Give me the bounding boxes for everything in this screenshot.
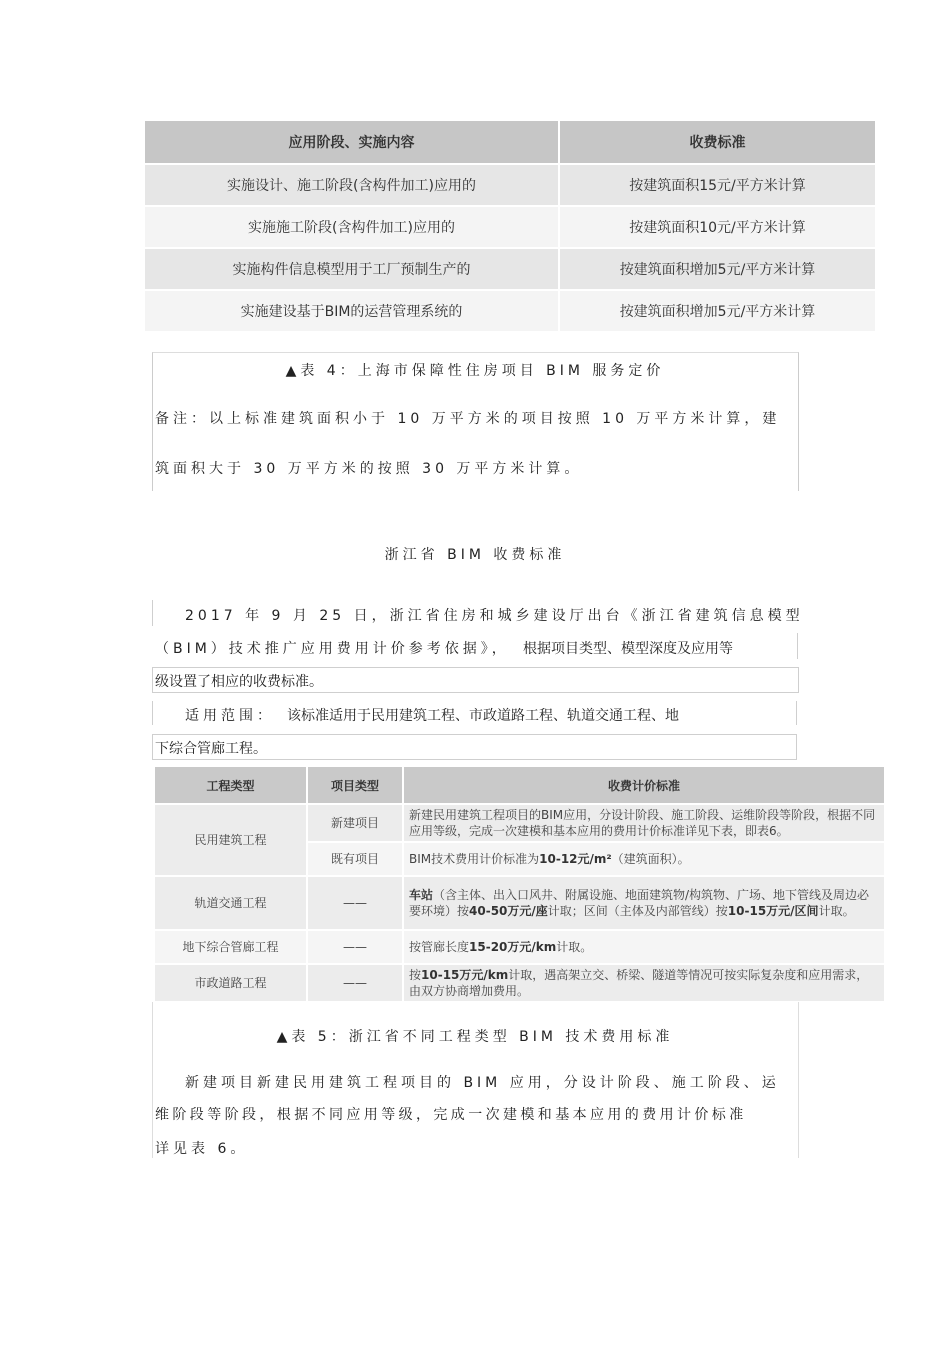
- zhejiang-cost-table: [153, 765, 886, 1003]
- table-cell: ——: [307, 964, 403, 1002]
- cell-bold-text: 40-50万元/座: [469, 904, 548, 918]
- table-cell: 按建筑面积10元/平方米计算: [559, 206, 876, 248]
- table-cell: [403, 930, 885, 964]
- table-header-row: [154, 766, 885, 804]
- scope-text: 该标准适用于民用建筑工程、市政道路工程、轨道交通工程、地: [287, 708, 679, 724]
- column-header: 应用阶段、实施内容: [144, 120, 559, 164]
- column-header: 收费标准: [559, 120, 876, 164]
- table-cell: [403, 964, 885, 1002]
- intro-line-3: 级设置了相应的收费标准。: [155, 674, 323, 690]
- table-cell: 按建筑面积增加5元/平方米计算: [559, 248, 876, 290]
- note-line-2: 筑面积大于 30 万平方米的按照 30 万平方米计算。: [155, 461, 583, 477]
- column-header: 工程类型: [154, 766, 307, 804]
- cell-text: 按: [409, 968, 422, 982]
- closing-line-1: 新建项目新建民用建筑工程项目的 BIM 应用，分设计阶段、施工阶段、运: [185, 1075, 780, 1091]
- cell-text: （建筑面积）。: [611, 852, 690, 866]
- table-cell: 地下综合管廊工程: [154, 930, 307, 964]
- table-cell: 民用建筑工程: [154, 804, 307, 876]
- column-header: 项目类型: [307, 766, 403, 804]
- table5-caption: ▲表 5：浙江省不同工程类型 BIM 技术费用标准: [276, 1029, 674, 1045]
- cell-bold-text: 10-15万元/区间: [727, 904, 819, 918]
- table-cell: [403, 842, 885, 876]
- table-cell: 新建民用建筑工程项目的BIM应用，分设计阶段、施工阶段、运维阶段等阶段，根据不同应用等级，完成一次建模和基本应用的费用计价标准详见下表，即表6。: [403, 804, 885, 842]
- table-cell: 按建筑面积增加5元/平方米计算: [559, 290, 876, 332]
- table-cell: ——: [307, 930, 403, 964]
- cell-text: 计取。: [556, 940, 593, 954]
- table-cell: 实施施工阶段(含构件加工)应用的: [144, 206, 559, 248]
- table-cell: 既有项目: [307, 842, 403, 876]
- table4-caption: ▲表 4：上海市保障性住房项目 BIM 服务定价: [285, 363, 665, 379]
- cell-bold-text: 10-12元/m²: [539, 852, 612, 866]
- table-row: [144, 290, 876, 332]
- cell-text: BIM技术费用计价标准为: [409, 852, 540, 866]
- table-cell: 按建筑面积15元/平方米计算: [559, 164, 876, 206]
- closing-line-2: 维阶段等阶段，根据不同应用等级，完成一次建模和基本应用的费用计价标准: [155, 1107, 747, 1123]
- shanghai-pricing-table: [143, 119, 877, 333]
- cell-text: 计取，遇高架立交、桥梁、隧道等情况可按实际复杂度和应用需求，由双方协商增加费用。: [409, 968, 869, 998]
- intro-line-2a: （BIM）技术推广应用费用计价参考依据》，: [155, 641, 510, 657]
- cell-bold-text: 10-15万元/km: [421, 968, 509, 982]
- cell-text: （含主体、出入口风井、附属设施、地面建筑物/构筑物、广场、地下管线及周边必要环境）按: [409, 888, 870, 918]
- table-row: [154, 930, 885, 964]
- table-cell: 轨道交通工程: [154, 876, 307, 930]
- table-row: [144, 248, 876, 290]
- table-cell: [403, 876, 885, 930]
- cell-bold-text: 车站: [409, 888, 434, 902]
- table-cell: ——: [307, 876, 403, 930]
- intro-line-1: 2017 年 9 月 25 日，浙江省住房和城乡建设厅出台《浙江省建筑信息模型: [185, 608, 804, 624]
- column-header: 收费计价标准: [403, 766, 885, 804]
- table-row: [144, 164, 876, 206]
- section-title: 浙江省 BIM 收费标准: [384, 547, 566, 563]
- table-cell: 市政道路工程: [154, 964, 307, 1002]
- table-cell: 实施构件信息模型用于工厂预制生产的: [144, 248, 559, 290]
- table-row: [154, 804, 885, 842]
- table-header-row: [144, 120, 876, 164]
- table-row: [144, 206, 876, 248]
- table-cell: 新建项目: [307, 804, 403, 842]
- scope-label: 适用范围：: [185, 708, 275, 724]
- cell-text: 计取。: [818, 904, 855, 918]
- note-line-1: 备注：以上标准建筑面积小于 10 万平方米的项目按照 10 万平方米计算，建: [155, 411, 781, 427]
- closing-line-3: 详见表 6。: [155, 1141, 249, 1157]
- cell-text: 按管廊长度: [409, 940, 470, 954]
- table-cell: 实施设计、施工阶段(含构件加工)应用的: [144, 164, 559, 206]
- table-row: [154, 964, 885, 1002]
- intro-line-2b: 根据项目类型、模型深度及应用等: [523, 641, 733, 657]
- table-cell: 实施建设基于BIM的运营管理系统的: [144, 290, 559, 332]
- cell-bold-text: 15-20万元/km: [469, 940, 557, 954]
- table-row: [154, 876, 885, 930]
- cell-text: 计取；区间（主体及内部管线）按: [547, 904, 728, 918]
- scope-line-2: 下综合管廊工程。: [155, 741, 267, 757]
